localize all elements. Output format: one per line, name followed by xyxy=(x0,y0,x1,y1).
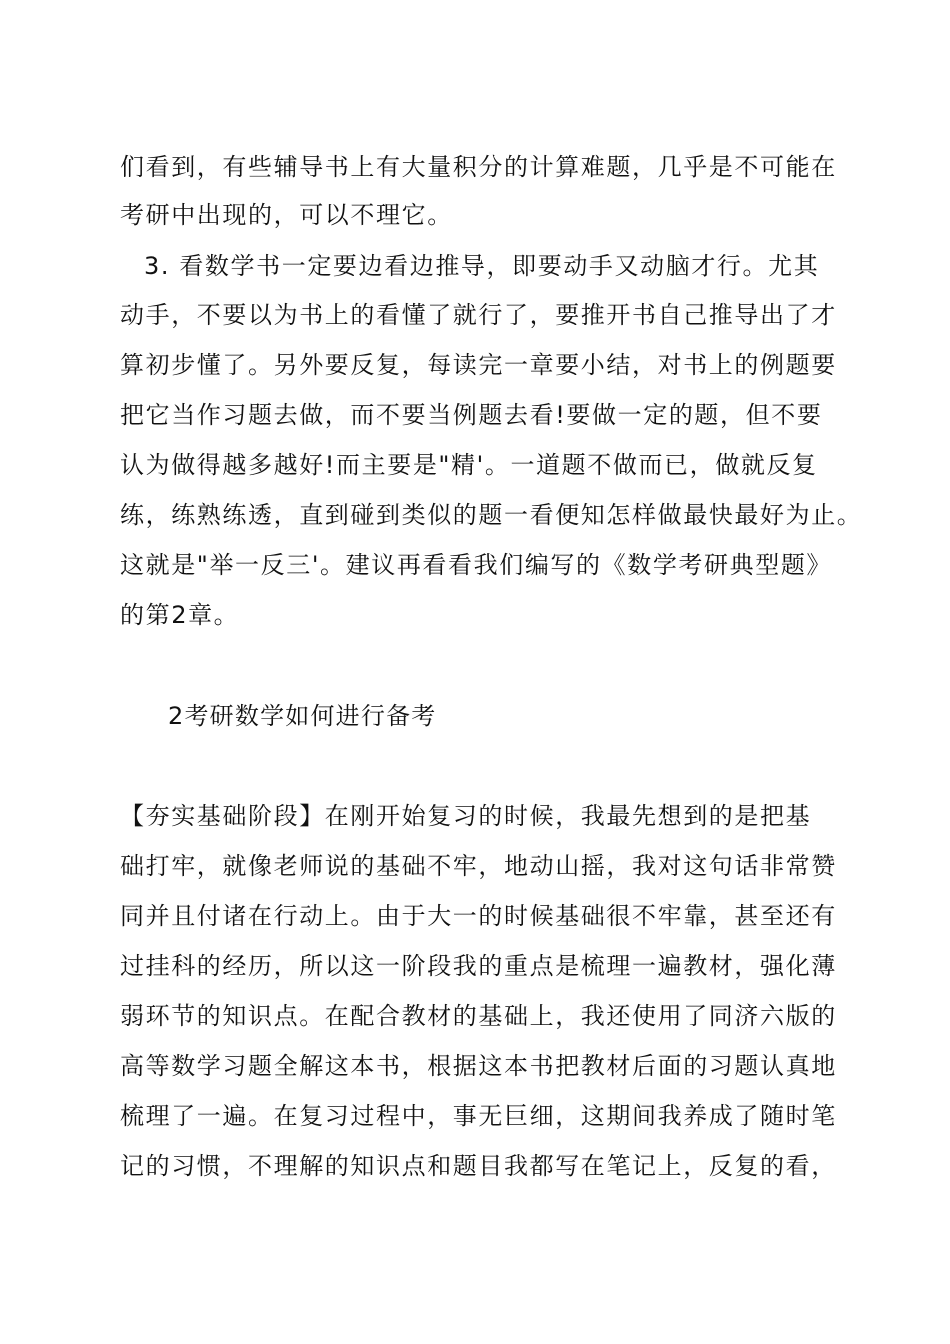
paragraph-3-line-6: 高等数学习题全解这本书，根据这本书把教材后面的习题认真地 xyxy=(120,1052,837,1080)
paragraph-2-line-6: 练，练熟练透，直到碰到类似的题一看便知怎样做最快最好为止。 xyxy=(120,501,863,529)
section-heading: 2考研数学如何进行备考 xyxy=(168,702,437,730)
paragraph-3-line-5: 弱环节的知识点。在配合教材的基础上，我还使用了同济六版的 xyxy=(120,1002,837,1030)
paragraph-2-line-2: 动手，不要以为书上的看懂了就行了，要推开书自己推导出了才 xyxy=(120,301,837,329)
paragraph-2-line-8: 的第2章。 xyxy=(120,601,240,629)
paragraph-1-line-2: 考研中出现的，可以不理它。 xyxy=(120,201,453,229)
paragraph-2-line-4: 把它当作习题去做，而不要当例题去看!要做一定的题，但不要 xyxy=(120,401,823,429)
paragraph-2-line-7: 这就是"举一反三'。建议再看看我们编写的《数学考研典型题》 xyxy=(120,551,833,579)
paragraph-2-line-3: 算初步懂了。另外要反复，每读完一章要小结，对书上的例题要 xyxy=(120,351,837,379)
paragraph-3-line-7: 梳理了一遍。在复习过程中，事无巨细，这期间我养成了随时笔 xyxy=(120,1102,837,1130)
paragraph-3-line-3: 同并且付诸在行动上。由于大一的时候基础很不牢靠，甚至还有 xyxy=(120,902,837,930)
paragraph-2-line-5: 认为做得越多越好!而主要是"精'。一道题不做而已，做就反复 xyxy=(120,451,818,479)
paragraph-3-line-2: 础打牢，就像老师说的基础不牢，地动山摇，我对这句话非常赞 xyxy=(120,852,837,880)
paragraph-2-line-1: 3. 看数学书一定要边看边推导，即要动手又动脑才行。尤其 xyxy=(144,252,820,280)
paragraph-3-line-8: 记的习惯，不理解的知识点和题目我都写在笔记上，反复的看， xyxy=(120,1152,837,1180)
paragraph-3-line-1: 【夯实基础阶段】在刚开始复习的时候，我最先想到的是把基 xyxy=(120,802,812,830)
paragraph-3-line-4: 过挂科的经历，所以这一阶段我的重点是梳理一遍教材，强化薄 xyxy=(120,952,837,980)
paragraph-1-line-1: 们看到，有些辅导书上有大量积分的计算难题，几乎是不可能在 xyxy=(120,153,837,181)
